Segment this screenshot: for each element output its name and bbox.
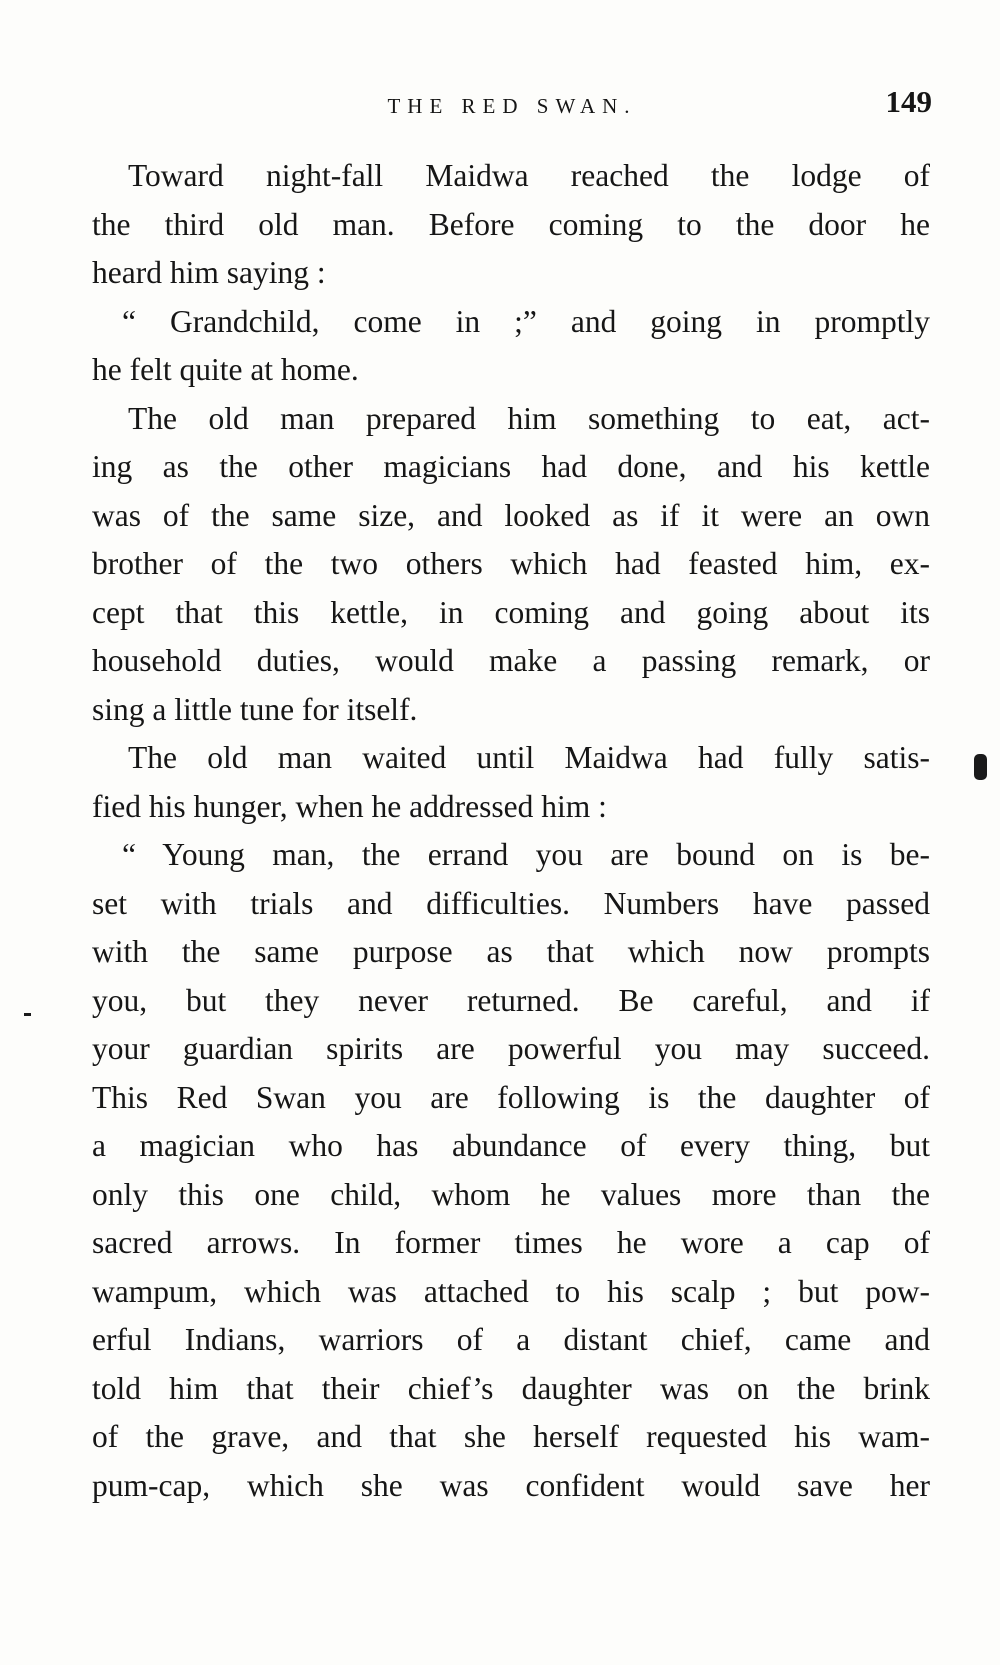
margin-ink-blot — [974, 754, 987, 780]
text-line: of the grave, and that she herself requested his wam- — [92, 1419, 930, 1454]
text-line: ing as the other magicians had done, and his kettle — [92, 449, 930, 484]
text-line: erful Indians, warriors of a distant chief, came and — [92, 1322, 930, 1357]
text-line: Toward night-fall Maidwa reached the lodge of — [128, 158, 930, 193]
running-head — [92, 86, 932, 126]
text-line: heard him saying : — [92, 255, 326, 290]
margin-ink-dash — [24, 1013, 31, 1016]
page-number: 149 — [885, 84, 932, 119]
text-line: your guardian spirits are powerful you may succeed. — [92, 1031, 930, 1066]
text-line: sing a little tune for itself. — [92, 691, 418, 727]
body-text — [92, 152, 930, 1510]
text-line: “ Young man, the errand you are bound on is be- — [122, 837, 930, 872]
text-line: was of the same size, and looked as if it were an own — [92, 497, 930, 533]
text-line: wampum, which was attached to his scalp ; but pow- — [92, 1273, 930, 1309]
text-line: with the same purpose as that which now prompts — [92, 934, 930, 969]
text-line: he felt quite at home. — [92, 352, 359, 387]
text-line: “ Grandchild, come in ;” and going in promptly — [122, 303, 930, 339]
text-line: a magician who has abundance of every thing, but — [92, 1128, 930, 1163]
text-line: you, but they never returned. Be careful, and if — [92, 982, 930, 1018]
text-line: fied his hunger, when he addressed him : — [92, 788, 607, 824]
text-line: brother of the two others which had feasted him, ex- — [92, 546, 930, 581]
text-line: the third old man. Before coming to the door he — [92, 206, 930, 242]
text-line: only this one child, whom he values more than the — [92, 1176, 930, 1212]
text-line: household duties, would make a passing remark, or — [92, 643, 930, 678]
text-line: set with trials and difficulties. Numbers have passed — [92, 885, 930, 921]
text-line: cept that this kettle, in coming and going about its — [92, 594, 930, 630]
text-line: The old man prepared him something to eat, act- — [128, 400, 930, 436]
text-line: sacred arrows. In former times he wore a cap of — [92, 1225, 930, 1260]
text-line: told him that their chief’s daughter was on the brink — [92, 1370, 930, 1406]
text-line: pum-cap, which she was confident would save her — [92, 1467, 930, 1503]
running-title: THE RED SWAN. — [387, 94, 637, 118]
text-line: This Red Swan you are following is the daughter of — [92, 1079, 930, 1115]
text-line: The old man waited until Maidwa had fully satis- — [128, 740, 930, 775]
